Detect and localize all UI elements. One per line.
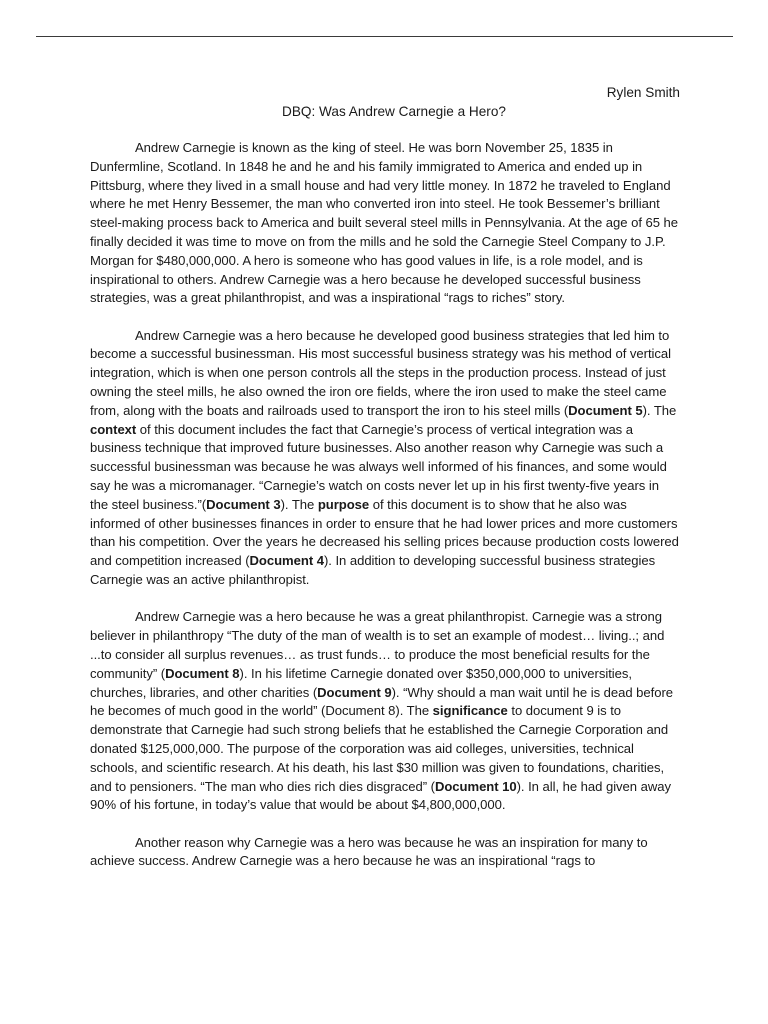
top-divider xyxy=(36,36,733,37)
document-reference: Document 10 xyxy=(434,778,517,794)
paragraph-inspiration xyxy=(90,834,680,872)
text-run: of this document includes the fact that Carnegie’s process of vertical integration was a business technique that improved future businesses. Also another reason why Carnegie was such a successful businessman was because he was always well informed of his finances, and some would say he was a micromanager. “Carnegie’s watch on costs never let up in his first twenty-five years in the steel business.”( xyxy=(90,421,667,512)
spacer xyxy=(90,121,680,139)
spacer xyxy=(90,590,680,609)
text-run: ). In addition to developing successful business strategies Carnegie was an active philanthropist. xyxy=(90,553,656,588)
text-run: to document 9 is to demonstrate that Carnegie had such strong beliefs that he established the Carnegie Corporation and donated $125,000,000. The purpose of the corporation was aid colleges, universities, technical schools, and scientific research. At his death, his last $30 million was given to foundations, charities, and to pensioners. “The man who dies rich dies disgraced” ( xyxy=(90,703,669,794)
text-run: Andrew Carnegie was a hero because he was a great philanthropist. Carnegie was a strong believer in philanthropy “The duty of the man of wealth is to set an example of modest… living..; and ...to consider all surplus revenues… as trust funds… to produce the most beneficial results for the community” ( xyxy=(90,609,665,681)
document-reference: Document 5 xyxy=(568,402,643,418)
text-run: Andrew Carnegie is known as the king of steel. He was born November 25, 1835 in Dunfermline, Scotland. In 1848 he and he and his family immigrated to America and ended up in Pittsburg, where they lived in a small house and had very little money. In 1872 he traveled to England where he met Henry Bessemer, the man who converted iron into steel. He took Bessemer’s brilliant steel-making process back to America and built several steel mills in Pennsylvania. At the age of 65 he finally decided it was time to move on from the mills and he sold the Carnegie Steel Company to J.P. Morgan for $480,000,000. A hero is someone who has good values in life, is a role model, and is inspirational to others. Andrew Carnegie was a hero because he developed successful business strategies, was a great philanthropist, and was a inspirational “rags to riches” story. xyxy=(90,140,679,306)
text-run: ). The xyxy=(642,402,677,418)
text-run: of this document is to show that he also was informed of other businesses finances in order to ensure that he had lower prices and more customers than his competition. Over the years he decreased his selling prices because production costs lowered and competition increased ( xyxy=(90,496,679,569)
paragraph-philanthropy xyxy=(90,608,680,815)
document-reference: Document 9 xyxy=(317,684,392,700)
spacer xyxy=(90,308,680,327)
document-reference: Document 3 xyxy=(206,496,281,512)
text-run: Another reason why Carnegie was a hero was because he was an inspiration for many to achieve success. Andrew Carnegie was a hero because he was an inspirational “rags to xyxy=(90,834,648,869)
author-name: Rylen Smith xyxy=(606,85,680,100)
text-run: ). “Why should a man wait until he is dead before he becomes of much good in the world” (Document 8). The xyxy=(90,684,674,719)
keyword-significance: significance xyxy=(432,703,508,719)
text-run: ). The xyxy=(280,496,318,512)
document-page xyxy=(90,82,680,871)
document-reference: Document 8 xyxy=(165,665,240,681)
paragraph-business-strategies xyxy=(90,327,680,590)
document-reference: Document 4 xyxy=(249,553,324,569)
text-run: Andrew Carnegie was a hero because he developed good business strategies that led him to become a successful businessman. His most successful business strategy was his method of vertical integration, which is when one person controls all the steps in the production process. Instead of just owning the steel mills, he also owned the iron ore fields, where the iron used to make the steel came from, along with the boats and railroads used to transport the iron to his steel mills ( xyxy=(90,327,671,418)
spacer xyxy=(90,815,680,834)
keyword-context: context xyxy=(90,421,137,437)
paragraph-intro xyxy=(90,139,680,308)
document-title: DBQ: Was Andrew Carnegie a Hero? xyxy=(282,104,506,119)
keyword-purpose: purpose xyxy=(317,496,370,512)
text-run: ). In his lifetime Carnegie donated over $350,000,000 to universities, churches, libraries, and other charities ( xyxy=(90,665,632,700)
text-run: ). In all, he had given away 90% of his fortune, in today’s value that would be about $4,800,000,000. xyxy=(90,778,671,813)
